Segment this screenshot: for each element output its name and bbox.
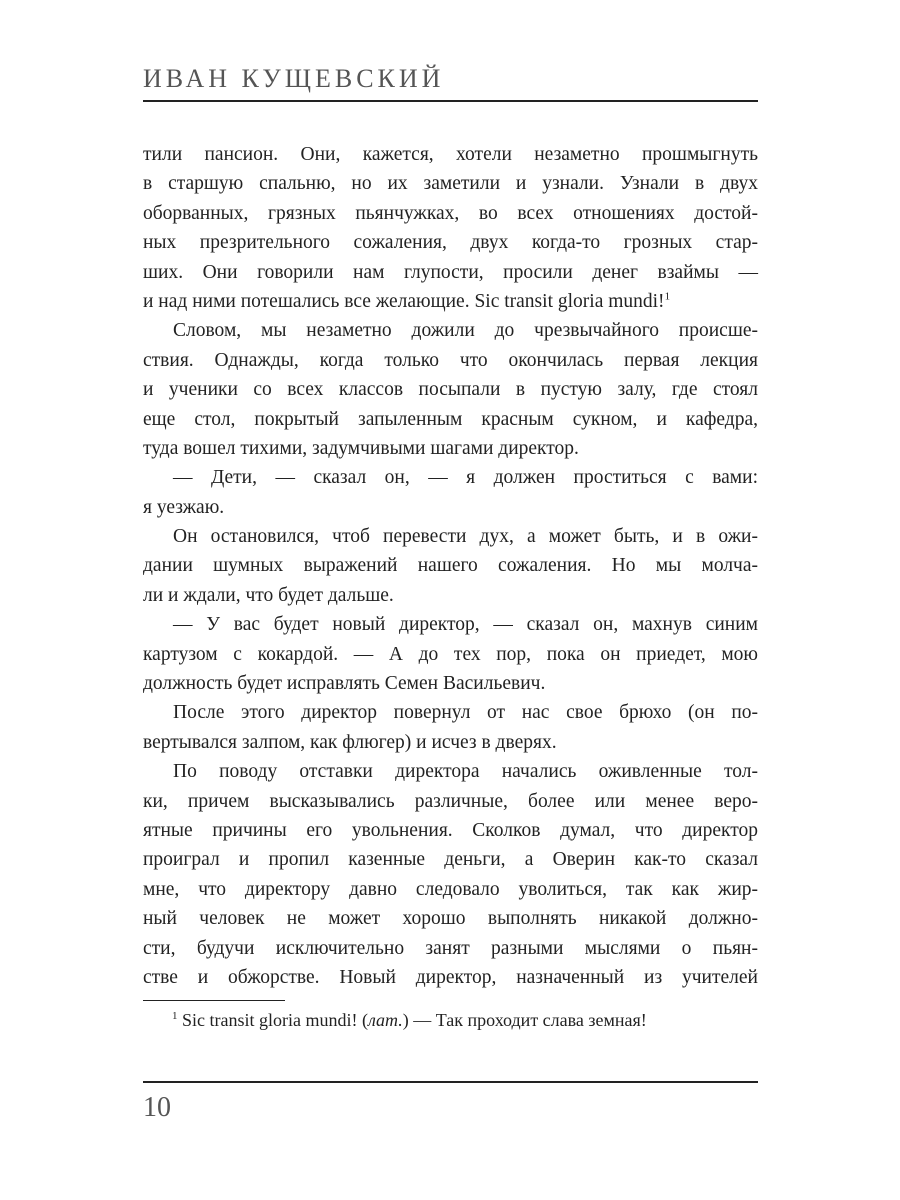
page-number: 10	[143, 1092, 171, 1123]
text-line: вертывался залпом, как флюгер) и исчез в дверях.	[143, 731, 557, 753]
text-line: мне, что директору давно следовало уволиться, так как жир-	[143, 878, 758, 900]
text-line: туда вошел тихими, задумчивыми шагами директор.	[143, 437, 579, 459]
text-line: и ученики со всех классов посыпали в пустую залу, где стоял	[143, 379, 758, 401]
text-line: ших. Они говорили нам глупости, просили денег взаймы —	[143, 261, 758, 283]
text-line: должность будет исправлять Семен Васильевич.	[143, 673, 546, 695]
text-line: Он остановился, чтоб перевести дух, а может быть, и в ожи-	[173, 526, 758, 548]
text-line: картузом с кокардой. — А до тех пор, пока он приедет, мою	[143, 643, 758, 665]
text-line: и над ними потешались все желающие. Sic transit gloria mundi!	[143, 290, 665, 312]
text-line: ятные причины его увольнения. Сколков думал, что директор	[143, 819, 758, 841]
text-line: в старшую спальню, но их заметили и узнали. Узнали в двух	[143, 173, 758, 195]
footnote-marker: 1	[172, 1010, 178, 1022]
text-line: ный человек не может хорошо выполнять никакой должно-	[143, 908, 758, 930]
body-text	[143, 140, 758, 992]
footnote-lang: лат.	[367, 1010, 403, 1030]
text-line: Словом, мы незаметно дожили до чрезвычайного происше-	[173, 320, 758, 342]
text-line: еще стол, покрытый запыленным красным сукном, и кафедра,	[143, 408, 758, 430]
footnote	[172, 1010, 647, 1031]
header-rule	[143, 100, 758, 102]
footer-rule	[143, 1081, 758, 1083]
text-line: — У вас будет новый директор, — сказал он, махнув синим	[173, 614, 758, 636]
running-head: ИВАН КУЩЕВСКИЙ	[143, 64, 445, 93]
footnote-ref[interactable]: 1	[664, 290, 671, 303]
text-line: ки, причем высказывались различные, более или менее веро-	[143, 790, 758, 812]
text-line: ли и ждали, что будет дальше.	[143, 584, 394, 606]
text-line: тили пансион. Они, кажется, хотели незаметно прошмыгнуть	[143, 144, 758, 165]
footnote-rule	[143, 1000, 285, 1001]
text-line: ных презрительного сожаления, двух когда-то грозных стар-	[143, 232, 758, 254]
text-line: дании шумных выражений нашего сожаления. Но мы молча-	[143, 555, 758, 577]
footnote-translation: ) — Так проходит слава земная!	[402, 1010, 647, 1030]
text-line: оборванных, грязных пьянчужках, во всех отношениях достой-	[143, 202, 758, 224]
text-line: проиграл и пропил казенные деньги, а Оверин как-то сказал	[143, 849, 758, 871]
text-line: ствия. Однажды, когда только что окончилась первая лекция	[143, 349, 758, 371]
text-line: сти, будучи исключительно занят разными мыслями о пьян-	[143, 937, 758, 959]
text-line: стве и обжорстве. Новый директор, назначенный из учителей	[143, 966, 758, 988]
text-line: По поводу отставки директора начались оживленные тол-	[173, 761, 758, 783]
text-line: После этого директор повернул от нас свое брюхо (он по-	[173, 702, 758, 724]
text-line: я уезжаю.	[143, 496, 225, 518]
text-line-with-note	[143, 287, 758, 316]
text-line: — Дети, — сказал он, — я должен проститься с вами:	[173, 467, 758, 489]
footnote-text: Sic transit gloria mundi! (	[182, 1010, 368, 1030]
